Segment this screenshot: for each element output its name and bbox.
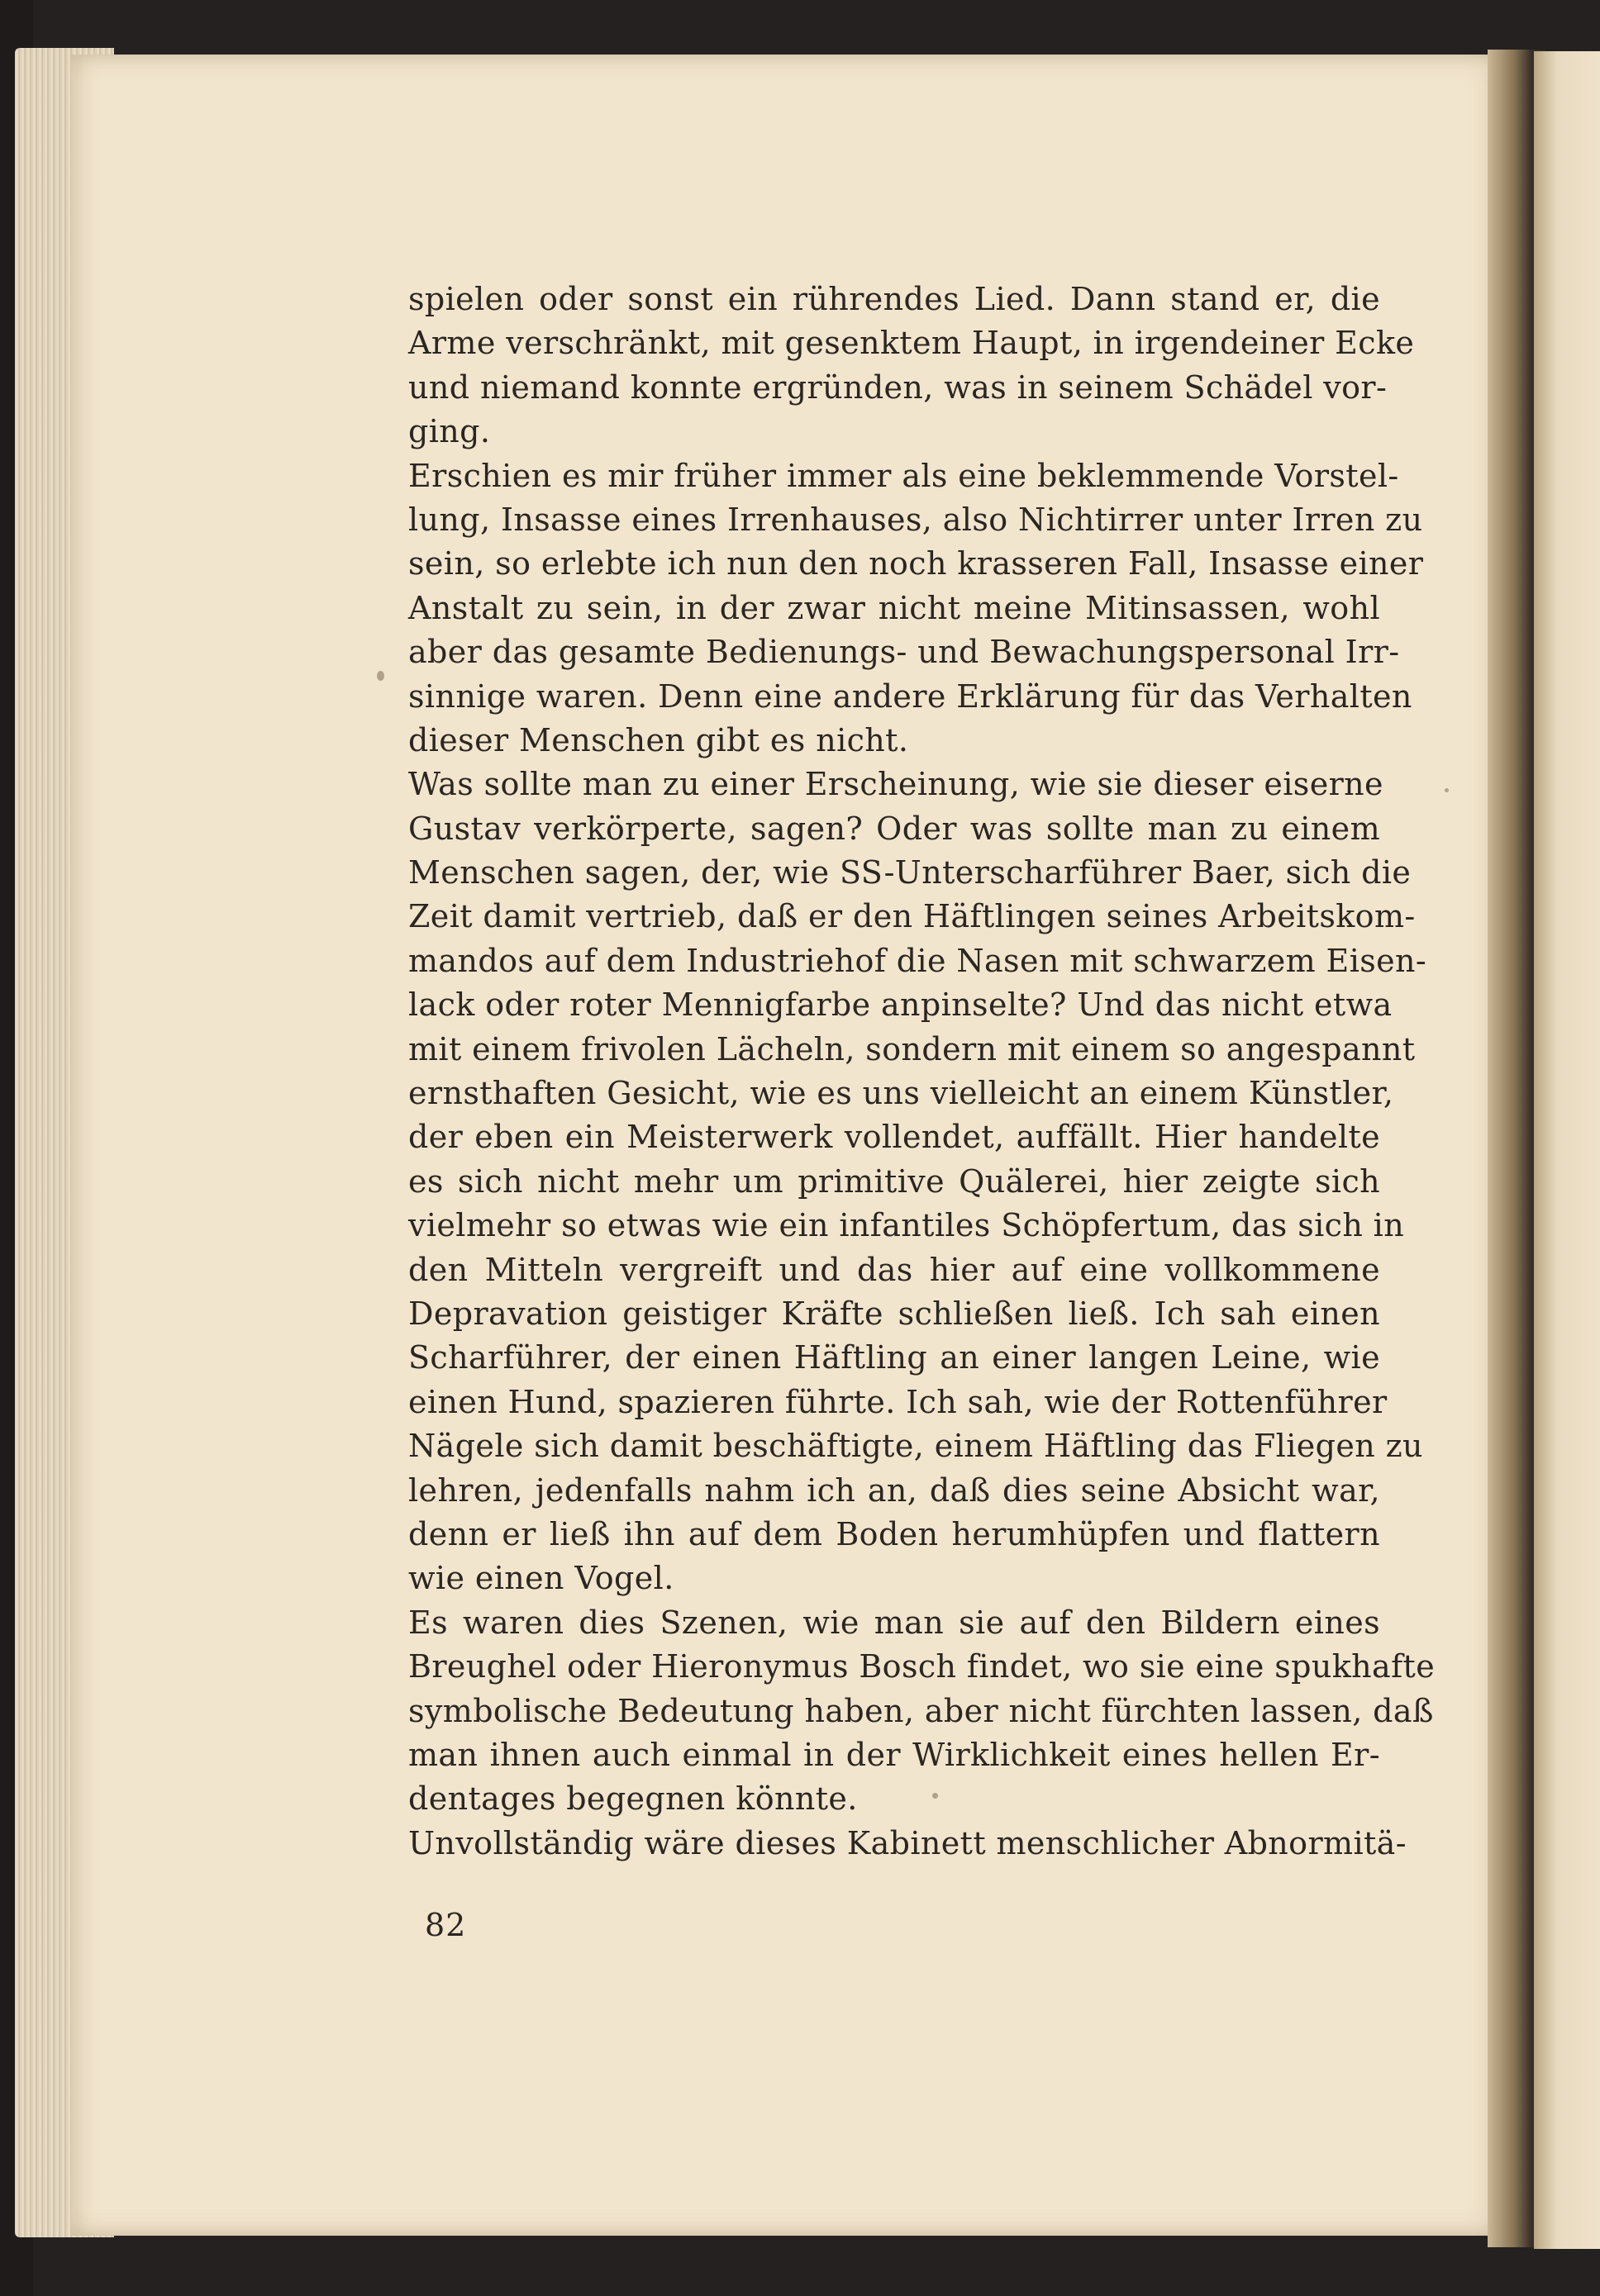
text-line: Breughel oder Hieronymus Bosch findet, wo sie eine spukhafte [408, 1648, 1436, 1685]
text-line: mandos auf dem Industriehof die Nasen mit schwarzem Eisen- [408, 942, 1427, 979]
text-line: lehren, jedenfalls nahm ich an, daß dies seine Absicht war, [408, 1471, 1380, 1509]
text-line: sein, so erlebte ich nun den noch krasseren Fall, Insasse einer [408, 545, 1424, 582]
text-line: Gustav verkörperte, sagen? Oder was sollte man zu einem [408, 810, 1380, 847]
text-line: Es waren dies Szenen, wie man sie auf den Bildern eines [408, 1604, 1380, 1641]
text-line: man ihnen auch einmal in der Wirklichkeit eines hellen Er- [408, 1736, 1380, 1773]
text-line: es sich nicht mehr um primitive Quälerei, hier zeigte sich [408, 1162, 1380, 1200]
text-line: aber das gesamte Bedienungs- und Bewachungspersonal Irr- [408, 634, 1400, 671]
text-line: denn er ließ ihn auf dem Boden herumhüpfen und flattern [408, 1515, 1380, 1552]
text-line: lack oder roter Mennigfarbe anpinselte? Und das nicht etwa [408, 986, 1393, 1024]
text-line: ernsthaften Gesicht, wie es uns vielleicht an einem Künstler, [408, 1075, 1394, 1112]
paper-speck [377, 671, 384, 681]
text-line: mit einem frivolen Lächeln, sondern mit einem so angespannt [408, 1030, 1416, 1067]
page-number: 82 [425, 1907, 467, 1943]
text-line: der eben ein Meisterwerk vollendet, auffällt. Hier handelte [408, 1119, 1380, 1156]
text-line: den Mitteln vergreift und das hier auf eine vollkommene [408, 1251, 1380, 1288]
paper-speck [1445, 788, 1449, 792]
text-line: wie einen Vogel. [408, 1560, 674, 1597]
text-line: Scharführer, der einen Häftling an einer langen Leine, wie [408, 1339, 1380, 1376]
facing-page-edge [1534, 51, 1600, 2249]
text-line: Zeit damit vertrieb, daß er den Häftlingen seines Arbeitskom- [408, 898, 1416, 935]
text-line: symbolische Bedeutung haben, aber nicht fürchten lassen, daß [408, 1692, 1434, 1729]
text-line: einen Hund, spazieren führte. Ich sah, wie der Rottenführer [408, 1383, 1388, 1420]
text-line: lung, Insasse eines Irrenhauses, also Nichtirrer unter Irren zu [408, 501, 1423, 538]
text-line: Unvollständig wäre dieses Kabinett menschlicher Abnormitä- [408, 1824, 1407, 1861]
text-line: spielen oder sonst ein rührendes Lied. Dann stand er, die [408, 281, 1380, 317]
text-line: Erschien es mir früher immer als eine beklemmende Vorstel- [408, 457, 1399, 494]
text-line: dentages begegnen könnte. [408, 1780, 858, 1818]
text-line: Menschen sagen, der, wie SS-Unterscharführer Baer, sich die [408, 854, 1412, 891]
text-line: und niemand konnte ergründen, was in seinem Schädel vor- [408, 368, 1388, 406]
text-line: Nägele sich damit beschäftigte, einem Häftling das Fliegen zu [408, 1428, 1423, 1465]
text-line: sinnige waren. Denn eine andere Erklärung für das Verhalten [408, 677, 1412, 715]
body-text [408, 278, 1436, 1866]
text-line: Anstalt zu sein, in der zwar nicht meine Mitinsassen, wohl [408, 589, 1380, 626]
text-line: Depravation geistiger Kräfte schließen ließ. Ich sah einen [408, 1295, 1380, 1332]
text-line: dieser Menschen gibt es nicht. [408, 721, 909, 758]
text-line: Arme verschränkt, mit gesenktem Haupt, in irgendeiner Ecke [408, 325, 1415, 362]
text-line: ging. [408, 413, 491, 450]
text-line: vielmehr so etwas wie ein infantiles Schöpfertum, das sich in [408, 1207, 1405, 1244]
text-line: Was sollte man zu einer Erscheinung, wie sie dieser eiserne [408, 766, 1383, 803]
